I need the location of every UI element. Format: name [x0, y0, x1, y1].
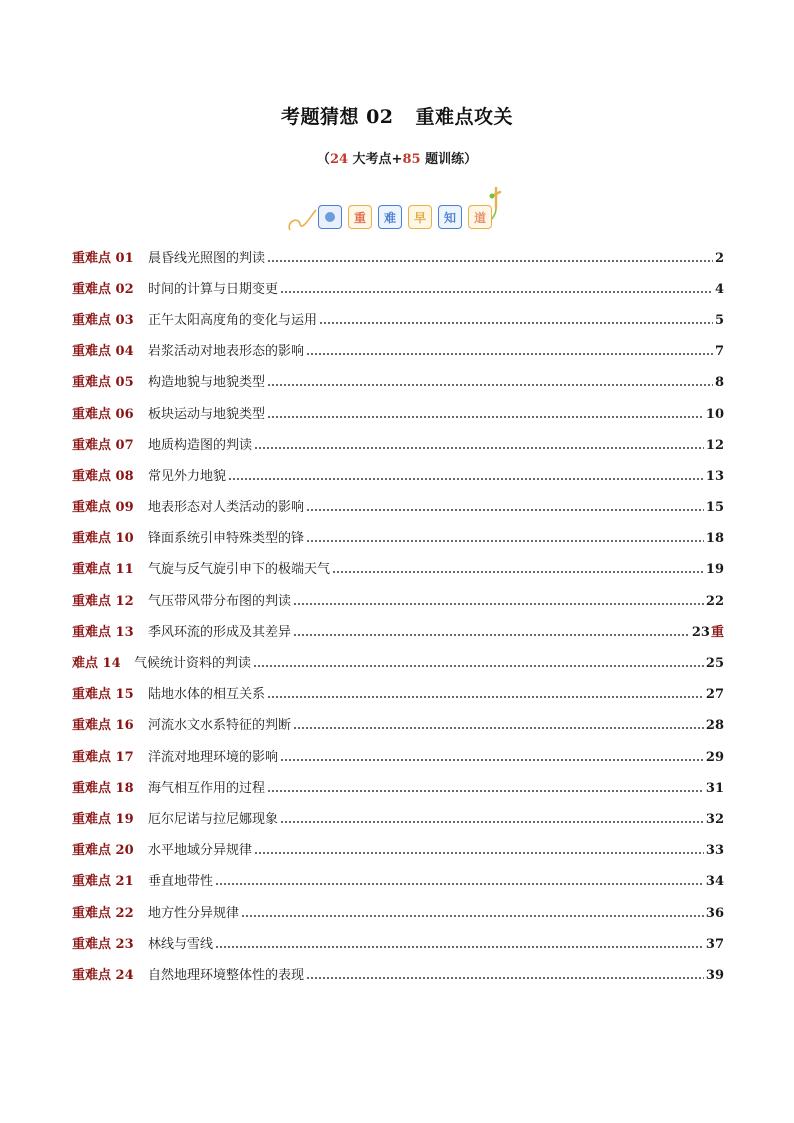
toc-entry-label: 重难点 24	[72, 967, 134, 983]
toc-dot-leader	[267, 384, 713, 386]
toc-entry[interactable]	[72, 680, 724, 711]
toc-entry-page: 5	[714, 312, 724, 328]
toc-entry-title: 陆地水体的相互关系	[148, 687, 266, 703]
banner-tile-2: 难	[378, 205, 402, 229]
toc-dot-leader	[241, 915, 704, 917]
toc-entry-title: 构造地貌与地貌类型	[148, 375, 266, 391]
toc-entry-page: 2	[714, 250, 724, 266]
toc-dot-leader	[293, 603, 704, 605]
subtitle-end: 题训练）	[420, 152, 478, 167]
table-of-contents	[72, 243, 724, 992]
toc-entry-title: 地方性分异规律	[148, 905, 240, 921]
subtitle-count-questions: 85	[402, 152, 421, 167]
toc-entry[interactable]	[72, 461, 724, 492]
toc-entry[interactable]	[72, 305, 724, 336]
banner-tile-3: 早	[408, 205, 432, 229]
toc-dot-leader	[267, 790, 704, 792]
toc-dot-leader	[280, 759, 704, 761]
toc-entry-label: 重难点 06	[72, 406, 134, 422]
toc-entry-title: 岩浆活动对地表形态的影响	[148, 344, 305, 360]
toc-entry-page: 34	[705, 874, 724, 890]
toc-entry[interactable]	[72, 960, 724, 991]
toc-entry-label: 重难点 18	[72, 780, 134, 796]
toc-entry-title: 气候统计资料的判读	[134, 656, 252, 672]
toc-entry-label: 重难点 21	[72, 874, 134, 890]
toc-dot-leader	[293, 634, 690, 636]
toc-entry-label: 重难点 11	[72, 562, 134, 578]
toc-dot-leader	[267, 260, 713, 262]
toc-entry-page: 10	[705, 406, 724, 422]
toc-entry-page: 22	[705, 593, 724, 609]
toc-dot-leader	[253, 665, 704, 667]
toc-entry[interactable]	[72, 804, 724, 835]
toc-entry-page: 23	[691, 624, 710, 640]
toc-entry-page: 33	[705, 843, 724, 859]
toc-entry-label: 重难点 19	[72, 811, 134, 827]
toc-entry-label: 重难点 04	[72, 344, 134, 360]
toc-entry[interactable]	[72, 648, 724, 679]
toc-entry-title: 气旋与反气旋引申下的极端天气	[148, 562, 331, 578]
toc-dot-leader	[254, 852, 704, 854]
section-banner	[286, 186, 508, 234]
banner-tile-5: 道	[468, 205, 492, 229]
toc-dot-leader	[228, 478, 704, 480]
toc-entry[interactable]	[72, 617, 724, 648]
toc-dot-leader	[254, 447, 704, 449]
toc-entry-page: 15	[705, 500, 724, 516]
toc-entry-label: 重难点 08	[72, 468, 134, 484]
toc-entry-page: 29	[705, 749, 724, 765]
banner-tile-1: 重	[348, 205, 372, 229]
toc-entry-label: 重难点 01	[72, 250, 134, 266]
toc-entry-title: 水平地域分异规律	[148, 843, 253, 859]
toc-entry-page: 8	[714, 375, 724, 391]
toc-entry[interactable]	[72, 555, 724, 586]
toc-entry-page: 27	[705, 687, 724, 703]
toc-entry-page: 12	[705, 437, 724, 453]
toc-entry-title: 气压带风带分布图的判读	[148, 593, 292, 609]
toc-dot-leader	[215, 946, 704, 948]
banner-tile-4: 知	[438, 205, 462, 229]
toc-entry-label: 重难点 15	[72, 687, 134, 703]
toc-entry-page: 4	[714, 281, 724, 297]
toc-entry-title: 正午太阳高度角的变化与运用	[148, 312, 318, 328]
toc-entry[interactable]	[72, 773, 724, 804]
toc-entry-page: 36	[705, 905, 724, 921]
toc-entry-title: 季风环流的形成及其差异	[148, 624, 292, 640]
subtitle-count-points: 24	[329, 152, 349, 167]
toc-entry[interactable]	[72, 399, 724, 430]
toc-entry-label: 重难点 22	[72, 905, 134, 921]
toc-entry-title: 厄尔尼诺与拉尼娜现象	[148, 811, 279, 827]
toc-entry[interactable]	[72, 867, 724, 898]
toc-entry-title: 板块运动与地貌类型	[148, 406, 266, 422]
toc-entry-page: 32	[705, 811, 724, 827]
toc-entry-title: 河流水文水系特征的判断	[148, 718, 292, 734]
toc-entry-label: 重难点 07	[72, 437, 134, 453]
toc-entry[interactable]	[72, 586, 724, 617]
toc-entry[interactable]	[72, 711, 724, 742]
toc-entry-label: 重难点 17	[72, 749, 134, 765]
toc-dot-leader	[332, 571, 704, 573]
toc-dot-leader	[306, 540, 704, 542]
page-title	[0, 102, 794, 129]
toc-entry-title: 垂直地带性	[148, 874, 214, 890]
toc-entry[interactable]	[72, 430, 724, 461]
toc-entry-page: 37	[705, 936, 724, 952]
toc-entry-title: 自然地理环境整体性的表现	[148, 967, 305, 983]
page-subtitle	[0, 148, 794, 167]
toc-entry-label: 重难点 13	[72, 624, 134, 640]
toc-entry-page: 18	[705, 531, 724, 547]
toc-entry-title: 林线与雪线	[148, 936, 214, 952]
toc-entry-title: 海气相互作用的过程	[148, 780, 266, 796]
toc-entry[interactable]	[72, 243, 724, 274]
toc-entry-page: 39	[705, 967, 724, 983]
toc-entry-page: 7	[714, 344, 724, 360]
toc-entry-page: 28	[705, 718, 724, 734]
title-main: 考题猜想 02	[280, 106, 394, 128]
toc-entry-page: 25	[705, 656, 724, 672]
toc-entry[interactable]	[72, 929, 724, 960]
toc-entry-label: 重难点 03	[72, 312, 134, 328]
toc-entry-label: 重难点 09	[72, 500, 134, 516]
toc-entry-label: 重难点 20	[72, 843, 134, 859]
toc-entry[interactable]	[72, 742, 724, 773]
toc-entry-title: 常见外力地貌	[148, 468, 227, 484]
toc-entry-title: 时间的计算与日期变更	[148, 281, 279, 297]
toc-entry-title: 锋面系统引申特殊类型的锋	[148, 531, 305, 547]
toc-entry[interactable]	[72, 368, 724, 399]
toc-entry[interactable]	[72, 274, 724, 305]
toc-entry-title: 地质构造图的判读	[148, 437, 253, 453]
toc-dot-leader	[306, 353, 713, 355]
toc-dot-leader	[293, 727, 704, 729]
toc-entry-label: 重难点 10	[72, 531, 134, 547]
toc-dot-leader	[319, 322, 713, 324]
toc-dot-leader	[267, 416, 704, 418]
toc-entry-label: 重难点 05	[72, 375, 134, 391]
toc-entry-title: 洋流对地理环境的影响	[148, 749, 279, 765]
toc-dot-leader	[267, 696, 704, 698]
toc-entry-label: 重难点 12	[72, 593, 134, 609]
toc-entry-label: 重难点 16	[72, 718, 134, 734]
toc-entry-overflow: 重	[710, 624, 724, 640]
subtitle-mid: 大考点+	[348, 152, 403, 167]
toc-entry[interactable]	[72, 524, 724, 555]
subtitle-open: （	[316, 152, 330, 167]
toc-entry[interactable]	[72, 337, 724, 368]
globe-tile-icon	[318, 205, 342, 229]
toc-entry-label: 重难点 02	[72, 281, 134, 297]
toc-dot-leader	[306, 509, 704, 511]
toc-dot-leader	[280, 821, 704, 823]
toc-entry-page: 19	[705, 562, 724, 578]
toc-entry-label: 重难点 23	[72, 936, 134, 952]
toc-dot-leader	[215, 883, 704, 885]
toc-entry-page: 13	[705, 468, 724, 484]
toc-entry[interactable]	[72, 836, 724, 867]
toc-dot-leader	[306, 977, 704, 979]
toc-entry-title: 晨昏线光照图的判读	[148, 250, 266, 266]
toc-entry-label: 难点 14	[72, 656, 121, 672]
toc-entry-page: 31	[705, 780, 724, 796]
title-sub: 重难点攻关	[415, 106, 514, 128]
toc-entry[interactable]	[72, 493, 724, 524]
toc-entry-title: 地表形态对人类活动的影响	[148, 500, 305, 516]
toc-dot-leader	[280, 291, 713, 293]
toc-entry[interactable]	[72, 898, 724, 929]
